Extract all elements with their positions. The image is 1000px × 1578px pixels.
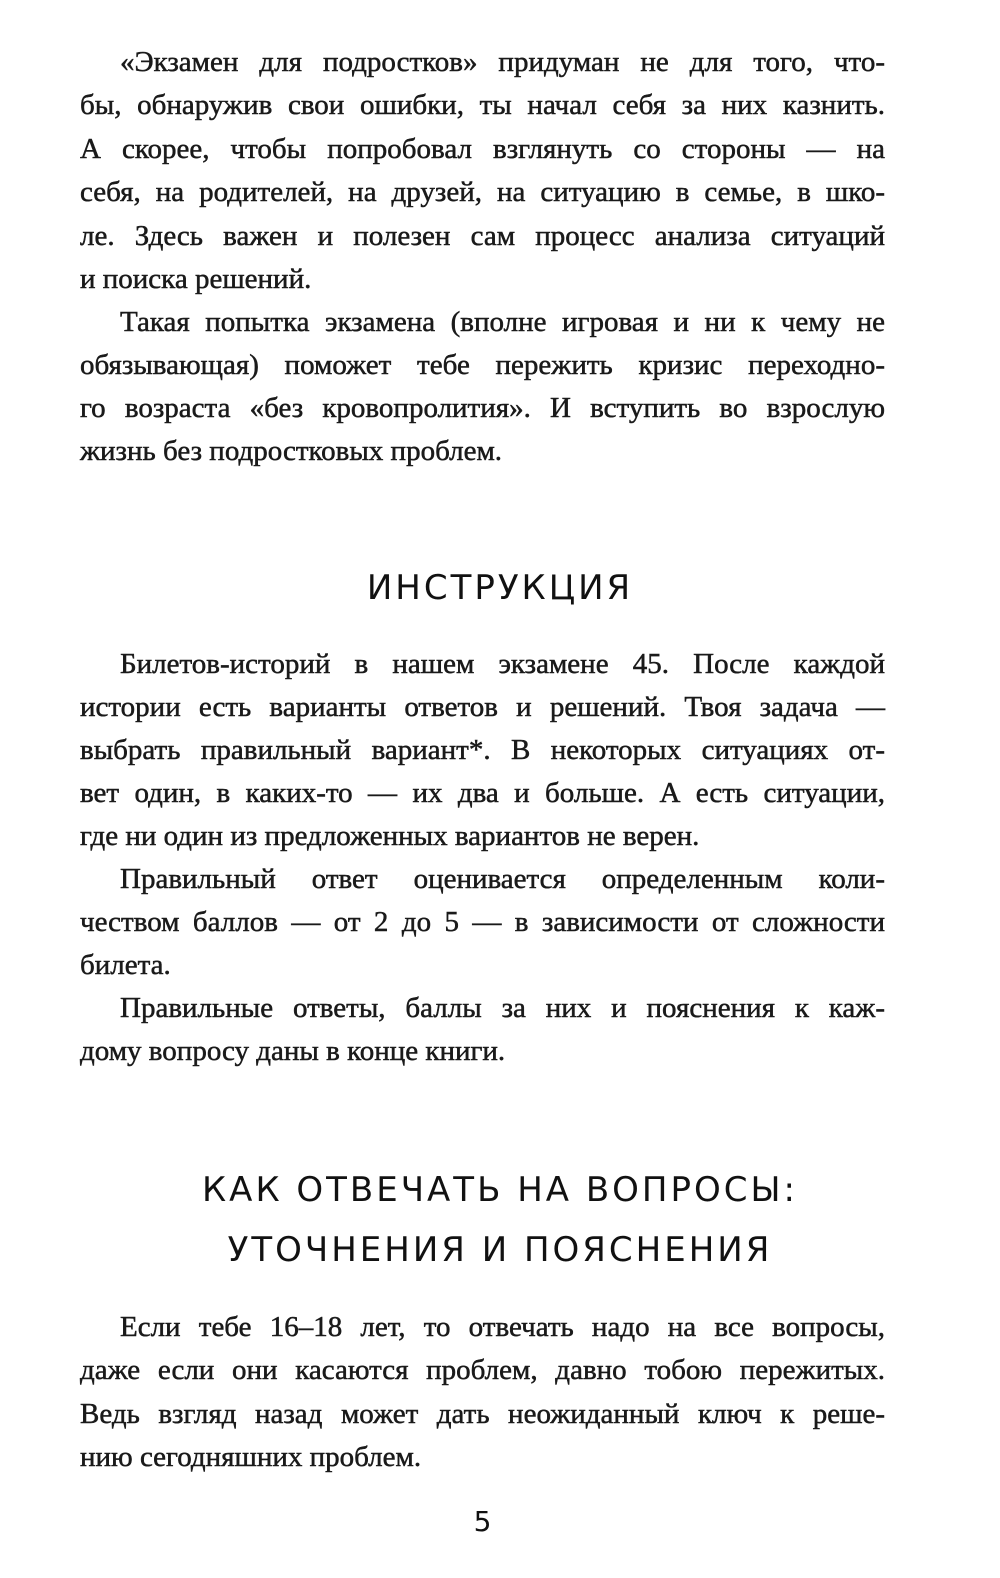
text-line: ле. Здесь важен и полезен сам процесс анализа ситуаций <box>80 220 885 252</box>
text-line: жизнь без подростковых проблем. <box>80 435 503 467</box>
text-line: Правильные ответы, баллы за них и пояснения к каж- <box>120 992 885 1024</box>
heading-how-to-answer-line-2: УТОЧНЕНИЯ И ПОЯСНЕНИЯ <box>227 1230 773 1270</box>
text-line: и поиска решений. <box>80 263 312 295</box>
text-line: чеством баллов — от 2 до 5 — в зависимости от сложности <box>80 906 885 938</box>
text-line: Правильный ответ оценивается определенным коли- <box>120 863 885 895</box>
text-line: даже если они касаются проблем, давно тобою пережитых. <box>80 1354 885 1386</box>
text-line: билета. <box>80 949 171 981</box>
text-line: бы, обнаружив свои ошибки, ты начал себя за них казнить. <box>80 89 885 121</box>
heading-how-to-answer-line-1: КАК ОТВЕЧАТЬ НА ВОПРОСЫ: <box>202 1170 798 1210</box>
text-line: выбрать правильный вариант*. В некоторых ситуациях от- <box>80 734 885 766</box>
text-line: Если тебе 16–18 лет, то отвечать надо на все вопросы, <box>120 1311 885 1343</box>
text-line: нию сегодняшних проблем. <box>80 1441 422 1473</box>
page-number: 5 <box>473 1505 492 1538</box>
text-line: себя, на родителей, на друзей, на ситуацию в семье, в шко- <box>80 176 885 208</box>
text-line: вет один, в каких-то — их два и больше. А есть ситуации, <box>80 777 885 809</box>
text-line: обязывающая) поможет тебе пережить кризис переходно- <box>80 349 885 381</box>
text-line: где ни один из предложенных вариантов не верен. <box>80 820 700 852</box>
text-line: дому вопросу даны в конце книги. <box>80 1035 506 1067</box>
text-line: А скорее, чтобы попробовал взглянуть со стороны — на <box>80 133 885 165</box>
heading-instruction: ИНСТРУКЦИЯ <box>366 568 634 608</box>
text-line: «Экзамен для подростков» придуман не для того, что- <box>120 46 885 78</box>
text-line: го возраста «без кровопролития». И вступить во взрослую <box>80 392 885 424</box>
text-line: Такая попытка экзамена (вполне игровая и ни к чему не <box>120 306 885 338</box>
text-line: Билетов-историй в нашем экзамене 45. После каждой <box>120 648 885 680</box>
text-line: Ведь взгляд назад может дать неожиданный ключ к реше- <box>80 1398 885 1430</box>
text-line: истории есть варианты ответов и решений. Твоя задача — <box>80 691 885 723</box>
